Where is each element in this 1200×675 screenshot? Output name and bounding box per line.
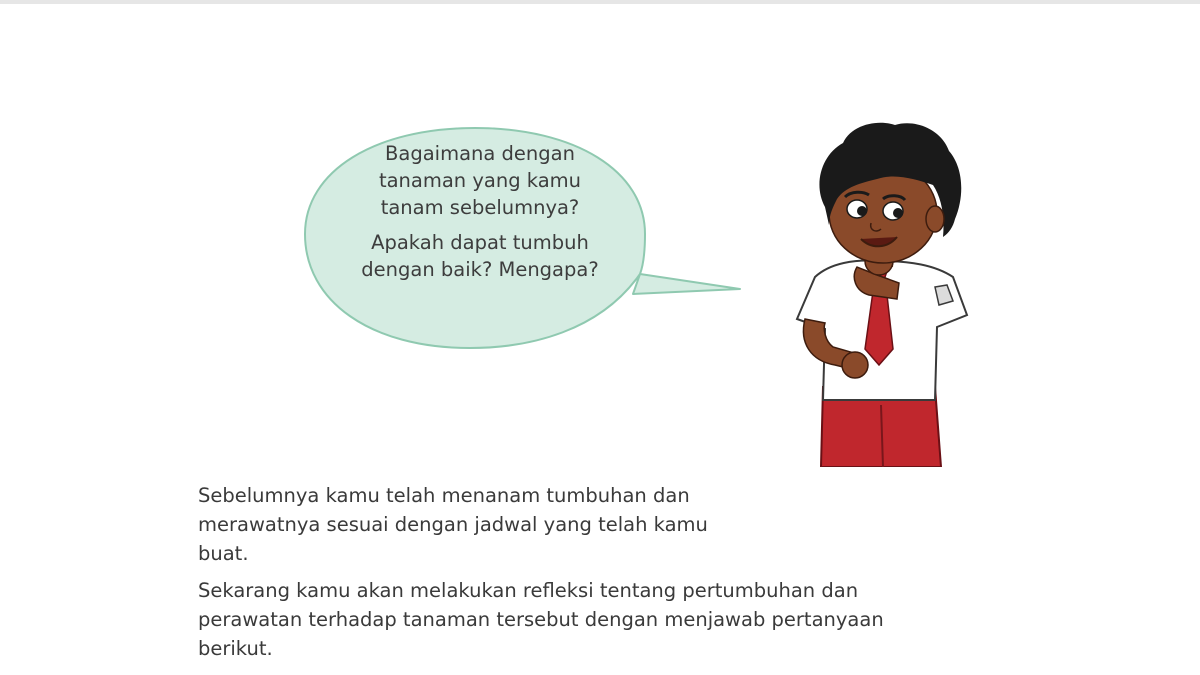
speech-bubble — [300, 126, 770, 356]
paragraph-instruction: Sekarang kamu akan melakukan refleksi tentang pertumbuhan dan perawatan terhadap tanaman tersebut dengan menjawab pertanyaan berikut. — [198, 579, 884, 660]
paragraph-intro: Sebelumnya kamu telah menanam tumbuhan dan merawatnya sesuai dengan jadwal yang telah kamu buat. — [198, 484, 708, 565]
body-text — [198, 481, 978, 663]
bubble-question-1: Bagaimana dengan tanaman yang kamu tanam sebelumnya? — [378, 142, 582, 219]
thinking-student-illustration — [785, 115, 985, 467]
bubble-question-2: Apakah dapat tumbuh dengan baik? Mengapa? — [361, 231, 599, 281]
top-divider — [0, 0, 1200, 4]
